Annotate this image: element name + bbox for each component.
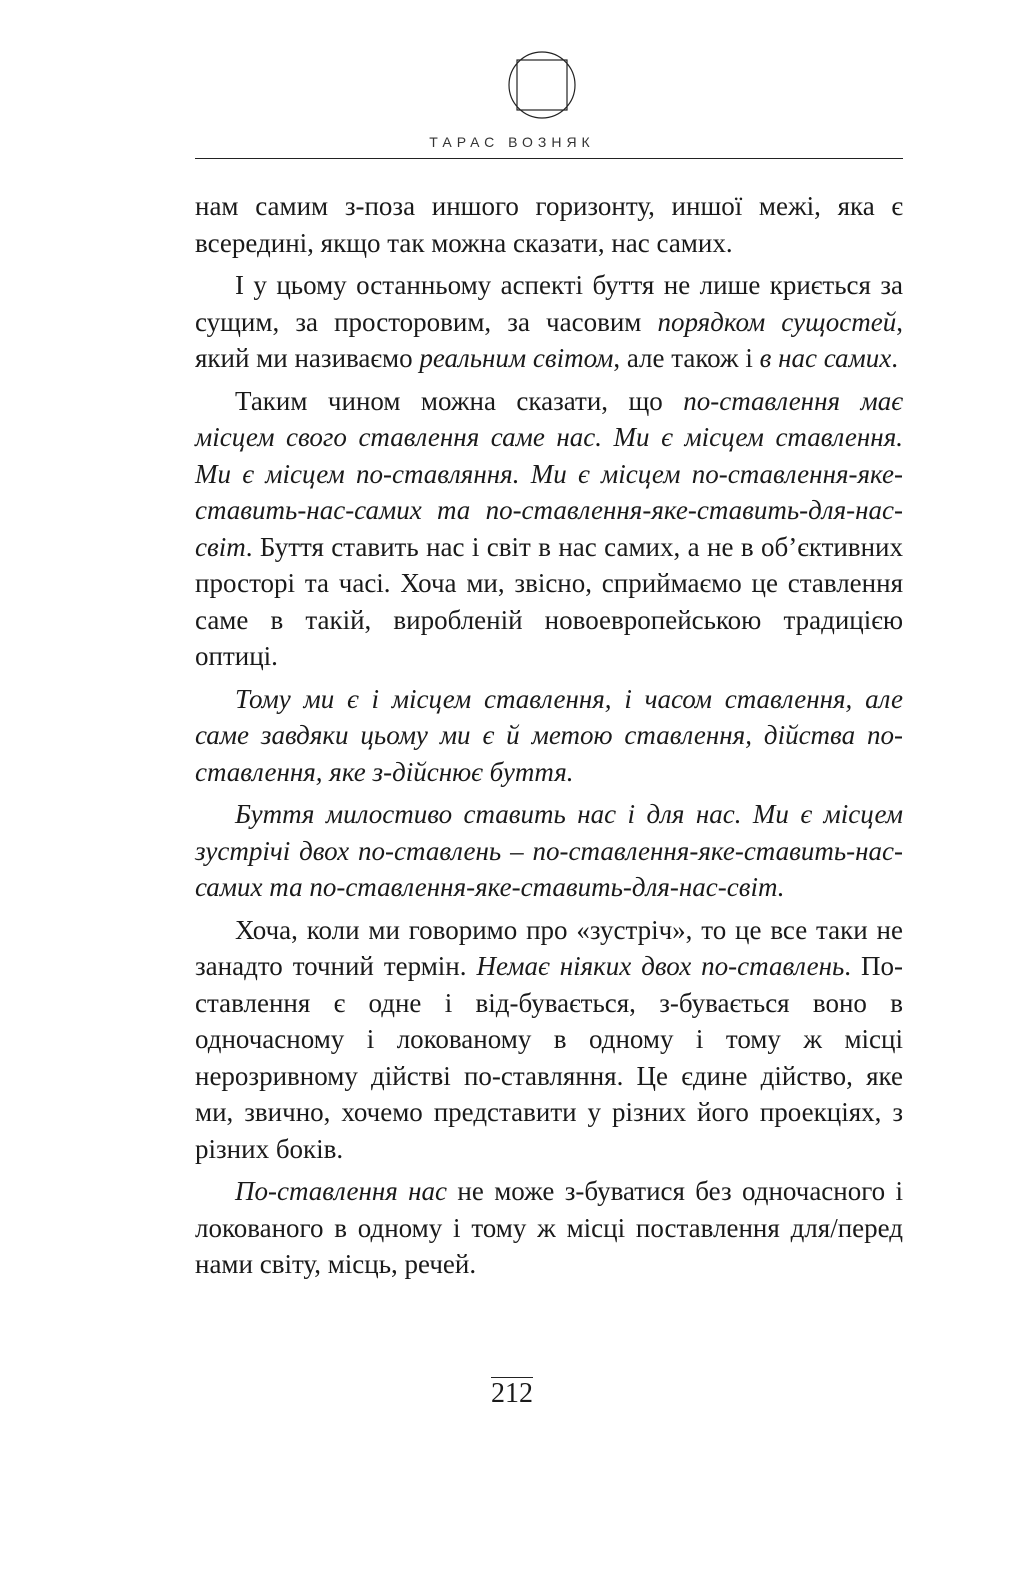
italic-run: в нас самих xyxy=(759,343,892,373)
text-run: , який ми називаємо xyxy=(195,306,904,373)
paragraph xyxy=(195,267,903,377)
italic-run: Немає ніяких двох по-ставлень xyxy=(476,951,845,981)
body-text xyxy=(195,188,903,1289)
paragraph xyxy=(195,912,903,1168)
italic-run: порядком сущостей xyxy=(657,306,897,337)
paragraph xyxy=(195,188,903,261)
text-run: не може з-буватися без одночасного і локованого в одному і тому ж місці поставлення для/перед нами світу, місць, речей. xyxy=(195,1176,903,1279)
text-run: . Буття ставить нас і світ в нас самих, а не в об’єктивних просторі та часі. Хоча ми, звісно, сприймаємо це ставлення саме в такій, виробленій новоевропейською традицією оптиці. xyxy=(195,531,903,671)
paragraph xyxy=(195,796,903,906)
text-run: . xyxy=(891,343,898,373)
italic-run: Тому ми є і місцем ставлення, і часом ставлення, але саме завдяки цьому ми є й метою ставлення, дійства по-ставлення, яке з-дійснює буття. xyxy=(195,683,903,787)
running-head-author: ТАРАС ВОЗНЯК xyxy=(429,134,595,150)
italic-run: реальним світом xyxy=(419,343,614,373)
circle-square-emblem-icon xyxy=(507,50,577,120)
header-rule xyxy=(195,158,903,159)
text-run: , але також і xyxy=(613,343,760,373)
italic-run: по-ставлення має місцем свого ставлення саме нас. Ми є місцем ставлення. Ми є місцем по-ставляння. Ми є місцем по-ставлення-яке-ставить-нас-самих та по-ставлення-яке-ставить-для-нас-світ xyxy=(195,385,903,562)
paragraph xyxy=(195,1173,903,1283)
text-run: . По-ставлення є одне і від-бувається, з-бувається воно в одночасному і локованому в одному і тому ж місці нерозривному дійстві по-ставляння. Це єдине дійство, яке ми, звично, хочемо представити у різних його проекціях, з різних боків. xyxy=(195,951,903,1164)
page-number xyxy=(0,1378,1024,1410)
text-run: нам самим з-поза иншого горизонту, иншої межі, яка є всередині, якщо так можна сказати, нас самих. xyxy=(195,191,903,258)
paragraph xyxy=(195,383,903,675)
text-run: І у цьому останньому аспекті буття не лише криється за сущим, за просторовим, за часовим xyxy=(195,270,903,337)
italic-run: По-ставлення нас xyxy=(235,1176,448,1206)
text-run: Таким чином можна сказати, що xyxy=(235,385,684,416)
page-number-label: 212 xyxy=(491,1378,533,1409)
paragraph xyxy=(195,681,903,791)
text-run: Хоча, коли ми говоримо про «зустріч», то це все таки не занадто точний термін. xyxy=(195,914,903,981)
italic-run: Буття милостиво ставить нас і для нас. Ми є місцем зустрічі двох по-ставлень – по-ставлення-яке-ставить-нас-самих та по-ставлення-яке-ставить-для-нас-світ. xyxy=(195,799,903,902)
